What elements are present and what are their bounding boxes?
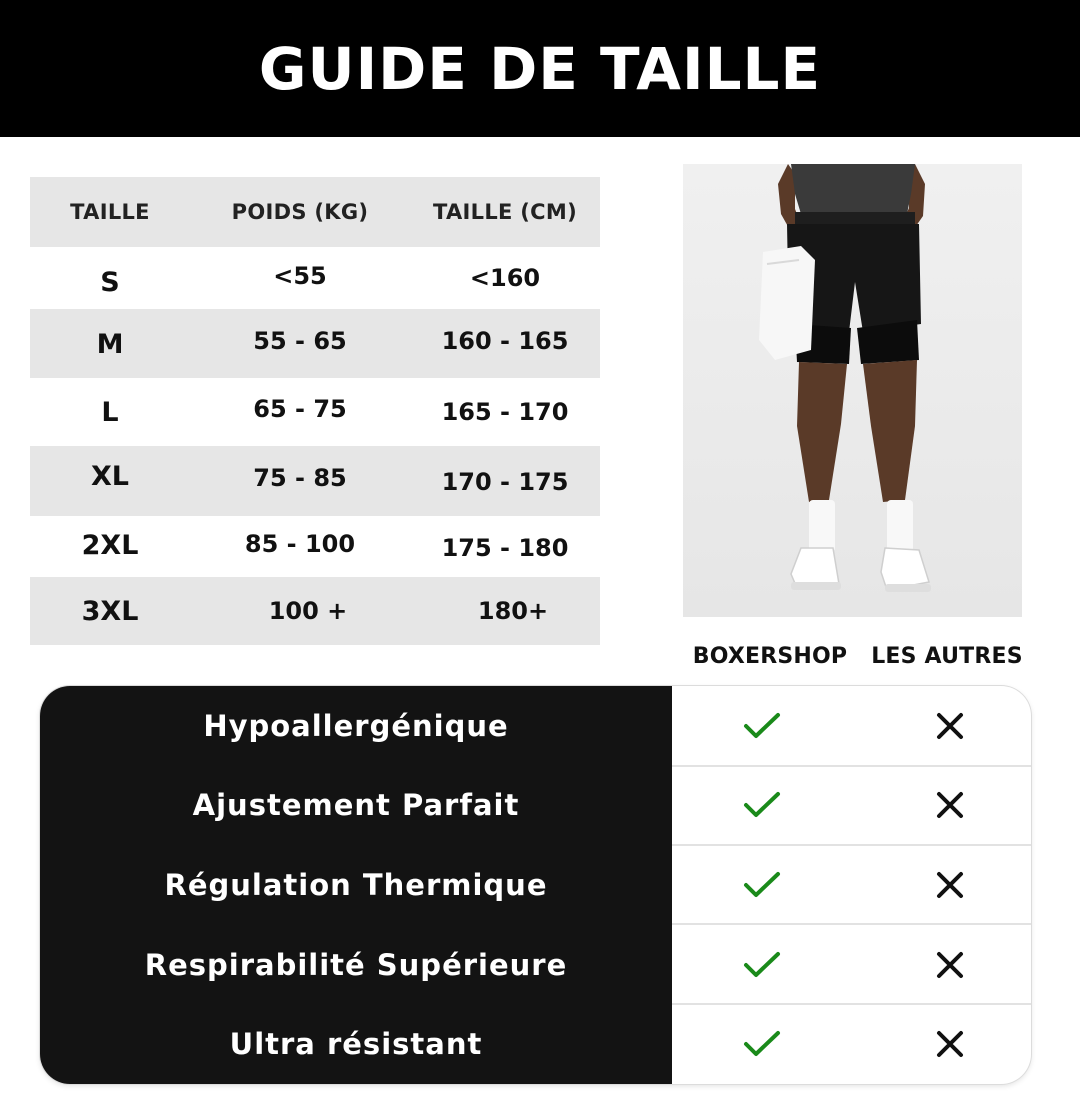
size-label: 3XL: [81, 595, 139, 627]
weight-value: 75 - 85: [253, 464, 347, 492]
size-label: XL: [90, 460, 130, 492]
weight-value: <55: [273, 262, 327, 290]
header-height: TAILLE (CM): [433, 200, 577, 224]
size-label: L: [101, 396, 119, 428]
height-value: <160: [469, 264, 541, 292]
feature-row: [40, 925, 1031, 1005]
feature-row: [40, 1004, 1031, 1084]
size-label: S: [100, 266, 120, 298]
check-icon: [672, 686, 852, 766]
product-photo: [683, 164, 1022, 617]
cross-icon: [860, 1004, 1031, 1084]
feature-label: Ajustement Parfait: [192, 788, 520, 823]
height-value: 170 - 175: [441, 468, 569, 496]
cross-icon: [860, 845, 1031, 925]
model-shorts-illustration: [683, 164, 1022, 617]
page-title: GUIDE DE TAILLE: [258, 34, 822, 103]
feature-label: Régulation Thermique: [164, 867, 548, 902]
height-value: 180+: [477, 597, 549, 625]
cross-icon: [860, 686, 1031, 766]
size-label: 2XL: [81, 530, 139, 561]
cross-icon: [860, 925, 1031, 1005]
size-table-header: [30, 177, 600, 247]
title-banner: [0, 0, 1080, 137]
size-row: [30, 309, 600, 378]
feature-label: Hypoallergénique: [203, 708, 509, 743]
check-icon: [672, 925, 852, 1005]
header-size: TAILLE: [70, 200, 150, 224]
size-row: [30, 577, 600, 645]
size-label: M: [96, 329, 124, 360]
size-table: [30, 177, 600, 645]
check-icon: [672, 766, 852, 846]
size-row: [30, 446, 600, 516]
weight-value: 100 +: [268, 597, 348, 625]
feature-label: Respirabilité Supérieure: [144, 947, 568, 982]
size-row: [30, 516, 600, 577]
column-header-others: LES AUTRES: [871, 643, 1023, 669]
size-row: [30, 247, 600, 309]
size-row: [30, 378, 600, 446]
comparison-table: [40, 686, 1031, 1084]
weight-value: 55 - 65: [253, 326, 347, 355]
header-weight: POIDS (KG): [231, 200, 369, 224]
weight-value: 65 - 75: [253, 395, 347, 423]
height-value: 165 - 170: [441, 398, 569, 426]
feature-row: [40, 686, 1031, 766]
height-value: 175 - 180: [441, 533, 569, 562]
check-icon: [672, 845, 852, 925]
cross-icon: [860, 766, 1031, 846]
feature-row: [40, 845, 1031, 925]
check-icon: [672, 1004, 852, 1084]
height-value: 160 - 165: [441, 326, 569, 355]
weight-value: 85 - 100: [244, 529, 356, 558]
feature-row: [40, 766, 1031, 846]
column-header-boxershop: BOXERSHOP: [692, 643, 848, 669]
feature-label: Ultra résistant: [229, 1027, 483, 1062]
